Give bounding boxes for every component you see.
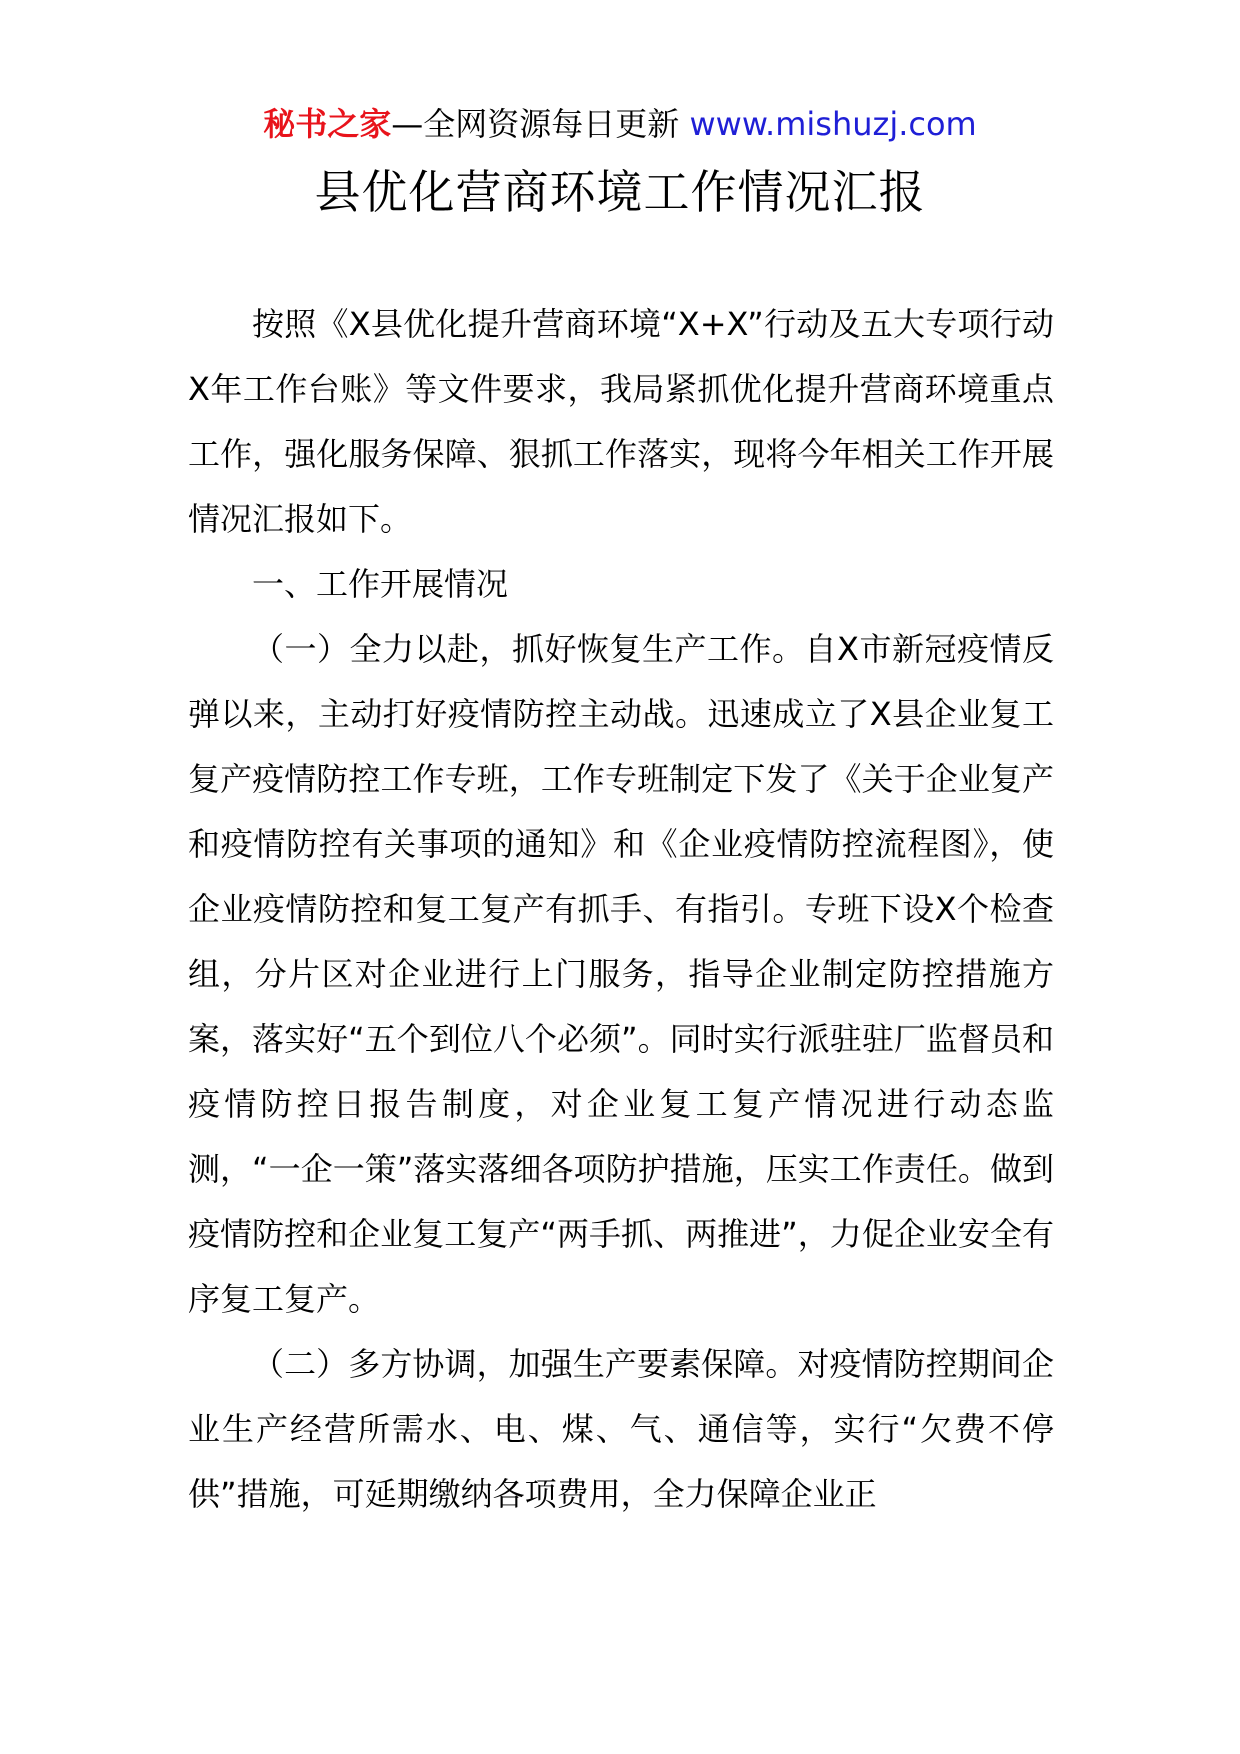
site-header bbox=[0, 102, 1240, 146]
site-url: www.mishuzj.com bbox=[689, 105, 977, 143]
paragraph-intro: 按照《X县优化提升营商环境“X+X”行动及五大专项行动X年工作台账》等文件要求，我局紧抓优化提升营商环境重点工作，强化服务保障、狠抓工作落实，现将今年相关工作开展情况汇报如下。 bbox=[188, 305, 1054, 538]
paragraph-section-2: （二）多方协调，加强生产要素保障。对疫情防控期间企业生产经营所需水、电、煤、气、通信等，实行“欠费不停供”措施，可延期缴纳各项费用，全力保障企业正 bbox=[188, 1345, 1054, 1513]
document-title: 县优化营商环境工作情况汇报 bbox=[314, 165, 926, 219]
paragraph-section-1: （一）全力以赴，抓好恢复生产工作。自X市新冠疫情反弹以来，主动打好疫情防控主动战。迅速成立了X县企业复工复产疫情防控工作专班，工作专班制定下发了《关于企业复产和疫情防控有关事项的通知》和《企业疫情防控流程图》，使企业疫情防控和复工复产有抓手、有指引。专班下设X个检查组，分片区对企业进行上门服务，指导企业制定防控措施方案，落实好“五个到位八个必须”。同时实行派驻驻厂监督员和疫情防控日报告制度，对企业复工复产情况进行动态监测，“一企一策”落实落细各项防护措施，压实工作责任。做到疫情防控和企业复工复产“两手抓、两推进”，力促企业安全有序复工复产。 bbox=[188, 630, 1054, 1318]
site-slogan: —全网资源每日更新 bbox=[391, 105, 680, 143]
document-body bbox=[188, 292, 1054, 1527]
site-brand: 秘书之家 bbox=[263, 105, 392, 143]
section-heading: 一、工作开展情况 bbox=[252, 565, 509, 603]
